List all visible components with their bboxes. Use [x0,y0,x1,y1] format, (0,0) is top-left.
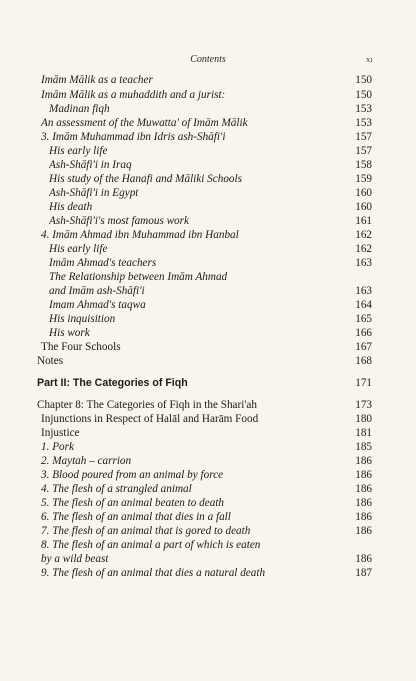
toc-entry [0,103,416,115]
toc-entry [0,567,416,579]
toc-entry [0,441,416,453]
toc-entry-title: Imām Mālik as a muhaddith and a jurist: [41,89,226,101]
toc-entry [0,469,416,481]
toc-entry [0,511,416,523]
toc-entry-title: 4. The flesh of a strangled animal [41,483,192,495]
toc-entry [0,483,416,495]
toc-entry-title: His death [49,201,93,213]
toc-entry [0,243,416,255]
toc-entry-title: 1. Pork [41,441,74,453]
toc-entry [0,215,416,227]
toc-entry-page: 165 [355,313,372,325]
toc-entry [0,229,416,241]
toc-entry [0,525,416,537]
toc-entry-page: 162 [355,229,372,241]
toc-entry [0,299,416,311]
toc-entry-title: Imām Mālik as a teacher [41,74,153,86]
toc-entry-title: 7. The flesh of an animal that is gored to death [41,525,251,537]
toc-entry-page: 150 [355,89,372,101]
toc-entry-title: Injunctions in Respect of Halāl and Harām Food [41,413,259,425]
toc-entry-title: Chapter 8: The Categories of Fiqh in the Shari'ah [37,399,257,411]
toc-entry [0,355,416,367]
toc-entry-page: 157 [355,131,372,143]
toc-entry [0,327,416,339]
toc-entry-page: 186 [355,469,372,481]
toc-entry-title: and Imām ash-Shāfi'i [49,285,145,297]
toc-entry [0,271,416,283]
toc-entry-title: Part II: The Categories of Fiqh [37,377,188,389]
toc-entry-page: 186 [355,483,372,495]
toc-entry-page: 167 [355,341,372,353]
toc-entry-page: 162 [355,243,372,255]
toc-entry-page: 158 [355,159,372,171]
toc-entry-page: 186 [355,455,372,467]
toc-part-heading [0,377,416,389]
toc-entry [0,341,416,353]
toc-entry [0,187,416,199]
toc-entry-title: Injustice [41,427,80,439]
toc-entry-page: 187 [355,567,372,579]
toc-entry-title: 9. The flesh of an animal that dies a natural death [41,567,266,579]
toc-entry-title: 6. The flesh of an animal that dies in a fall [41,511,231,523]
toc-entry-title: 4. Imām Ahmad ibn Muhammad ibn Hanbal [41,229,239,241]
toc-entry-title: 2. Maytah – carrion [41,455,132,467]
toc-entry-title: His work [49,327,90,339]
toc-entry [0,173,416,185]
toc-entry-title: 5. The flesh of an animal beaten to death [41,497,225,509]
toc-entry-page: 163 [355,257,372,269]
toc-entry-page: 185 [355,441,372,453]
toc-entry [0,145,416,157]
toc-entry-page: 186 [355,553,372,565]
toc-entry [0,455,416,467]
toc-entry-page: 173 [355,399,372,411]
toc-entry-title: Ash-Shāfi'i's most famous work [49,215,189,227]
toc-entry-title: Ash-Shāfi'i in Iraq [49,159,132,171]
toc-entry-page: 153 [355,117,372,129]
toc-entry-page: 163 [355,285,372,297]
toc-entry-page: 161 [355,215,372,227]
toc-entry [0,159,416,171]
toc-entry [0,201,416,213]
toc-entry-page: 166 [355,327,372,339]
toc-entry-page: 157 [355,145,372,157]
toc-entry-page: 159 [355,173,372,185]
toc-entry-page: 171 [355,377,372,389]
toc-entry-title: Imām Ahmad's teachers [49,257,157,269]
toc-entry-title: An assessment of the Muwatta' of Imām Mālik [41,117,248,129]
toc-entry-page: 160 [355,201,372,213]
toc-entry-title: 3. Blood poured from an animal by force [41,469,224,481]
toc-entry-title: 3. Imām Muhammad ibn Idris ash-Shāfi'i [41,131,226,143]
toc-entry-title: His early life [49,145,108,157]
toc-entry [0,553,416,565]
toc-entry [0,257,416,269]
toc-entry-title: His inquisition [49,313,116,325]
toc-entry-page: 164 [355,299,372,311]
toc-entry [0,497,416,509]
toc-entry-title: by a wild beast [41,553,109,565]
toc-entry-page: 186 [355,497,372,509]
toc-entry-page: 160 [355,187,372,199]
toc-entry-page: 153 [355,103,372,115]
toc-entry-title: 8. The flesh of an animal a part of which is eaten [41,539,261,551]
toc-entry-page: 186 [355,511,372,523]
toc-entry-title: The Four Schools [41,341,121,353]
toc-entry-title: His study of the Hanafi and Māliki Schools [49,173,242,185]
toc-entry [0,427,416,439]
toc-entry [0,74,416,86]
toc-entry [0,313,416,325]
toc-entry-page: 181 [355,427,372,439]
toc-entry-page: 168 [355,355,372,367]
running-header-page-number: xi [366,54,373,64]
toc-entry [0,399,416,411]
toc-entry-page: 150 [355,74,372,86]
toc-entry [0,89,416,101]
toc-entry [0,131,416,143]
toc-entry-title: Madinan fiqh [49,103,110,115]
toc-entry [0,413,416,425]
toc-entry-title: Ash-Shāfi'i in Egypt [49,187,139,199]
toc-entry [0,539,416,551]
toc-entry-page: 186 [355,525,372,537]
toc-entry [0,117,416,129]
toc-entry-title: Imam Ahmad's taqwa [49,299,146,311]
toc-entry-page: 180 [355,413,372,425]
toc-entry [0,285,416,297]
toc-entry-title: Notes [37,355,64,367]
running-header-title: Contents [190,54,226,65]
toc-entry-title: His early life [49,243,108,255]
toc-entry-title: The Relationship between Imām Ahmad [49,271,228,283]
